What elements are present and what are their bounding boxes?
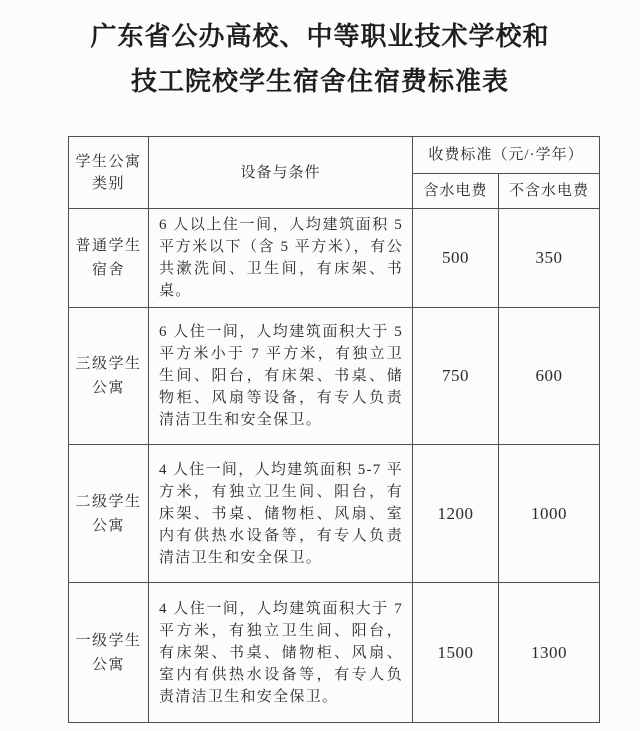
category-cell: 普通学生宿舍 bbox=[69, 209, 149, 308]
conditions-cell: 4 人住一间，人均建筑面积大于 7 平方米，有独立卫生间、阳台，有床架、书桌、储物柜、风扇、室内有供热水设备等，有专人负责清洁卫生和安全保卫。 bbox=[149, 583, 413, 723]
fee-without-cell: 1000 bbox=[499, 445, 600, 583]
table-row bbox=[69, 308, 600, 445]
category-cell: 二级学生公寓 bbox=[69, 445, 149, 583]
category-cell: 三级学生公寓 bbox=[69, 308, 149, 445]
fee-with-cell: 1200 bbox=[413, 445, 499, 583]
category-cell: 一级学生公寓 bbox=[69, 583, 149, 723]
title-line-2: 技工院校学生宿舍住宿费标准表 bbox=[130, 67, 509, 96]
header-fee-group: 收费标准（元/·学年） bbox=[413, 137, 600, 174]
fee-with-cell: 1500 bbox=[413, 583, 499, 723]
fee-without-cell: 600 bbox=[499, 308, 600, 445]
header-equipment: 设备与条件 bbox=[149, 137, 413, 209]
title-line-1: 广东省公办高校、中等职业技术学校和 bbox=[90, 22, 550, 51]
header-fee-with-utilities: 含水电费 bbox=[413, 174, 499, 209]
fee-without-cell: 350 bbox=[499, 209, 600, 308]
fee-standard-table bbox=[68, 136, 600, 723]
conditions-cell: 6 人以上住一间，人均建筑面积 5 平方米以下（含 5 平方米），有公共漱洗间、卫生间，有床架、书桌。 bbox=[149, 209, 413, 308]
fee-without-cell: 1300 bbox=[499, 583, 600, 723]
header-fee-without-utilities: 不含水电费 bbox=[499, 174, 600, 209]
fee-with-cell: 500 bbox=[413, 209, 499, 308]
table-row bbox=[69, 445, 600, 583]
header-row-top bbox=[69, 137, 600, 174]
fee-with-cell: 750 bbox=[413, 308, 499, 445]
document-title bbox=[0, 0, 640, 104]
table-row bbox=[69, 209, 600, 308]
table-row bbox=[69, 583, 600, 723]
conditions-cell: 6 人住一间，人均建筑面积大于 5 平方米小于 7 平方米，有独立卫生间、阳台，有床架、书桌、储物柜、风扇等设备，有专人负责清洁卫生和安全保卫。 bbox=[149, 308, 413, 445]
header-category: 学生公寓类别 bbox=[69, 137, 149, 209]
conditions-cell: 4 人住一间，人均建筑面积 5-7 平方米，有独立卫生间、阳台，有床架、书桌、储物柜、风扇、室内有供热水设备等，有专人负责清洁卫生和安全保卫。 bbox=[149, 445, 413, 583]
